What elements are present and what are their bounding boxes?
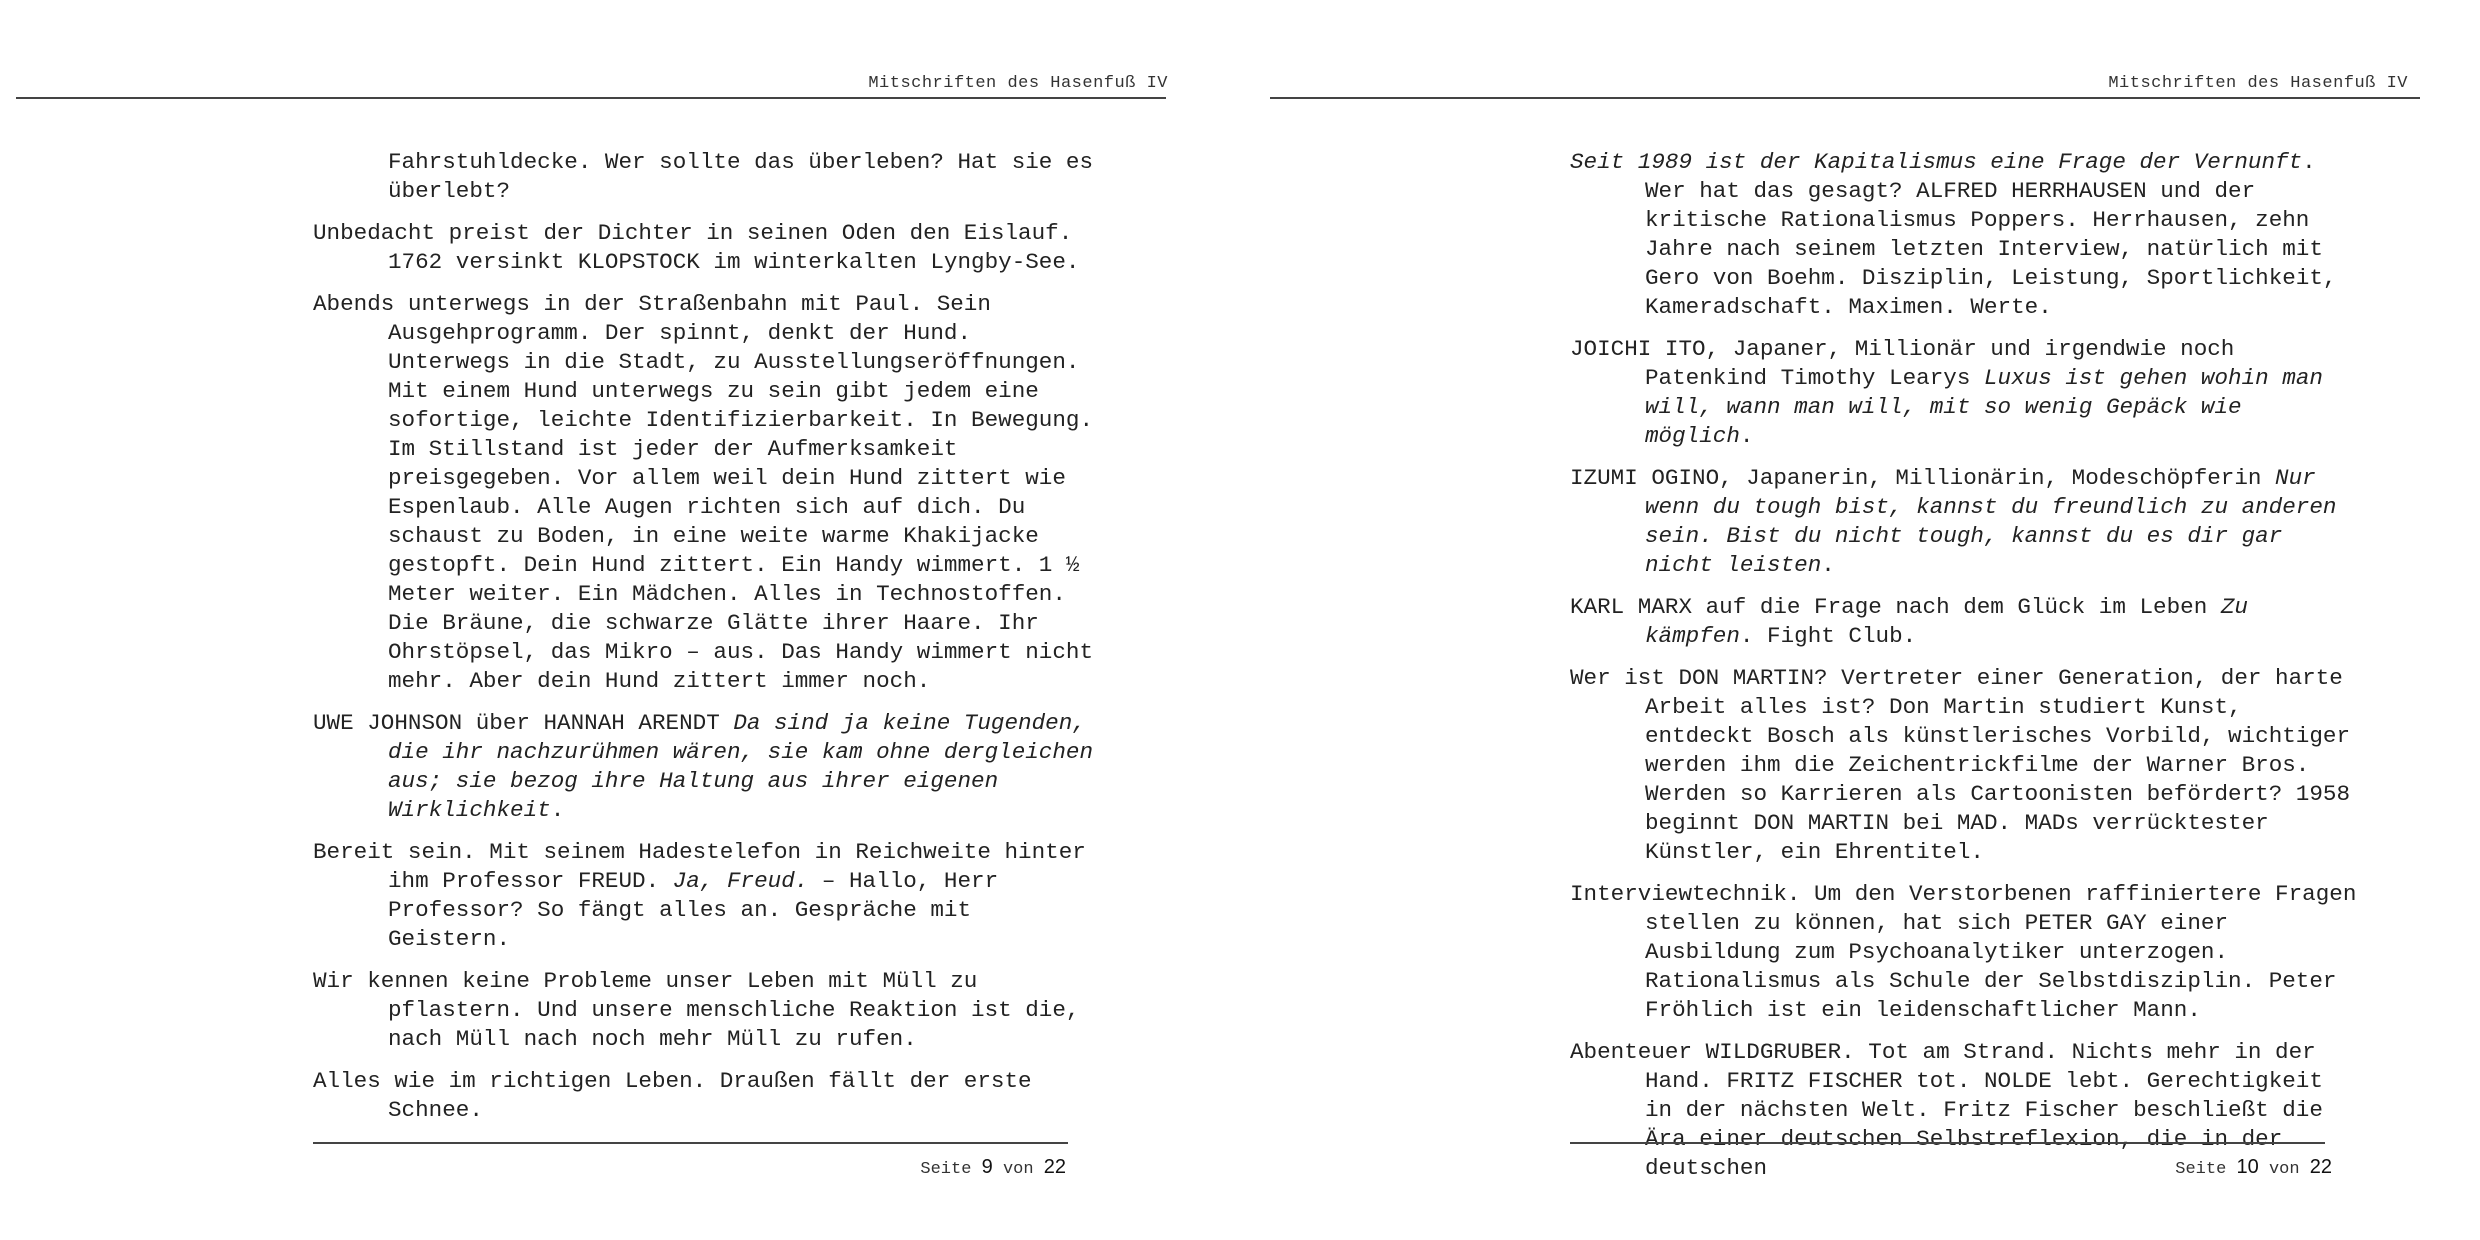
total-pages: 22 [1043,1156,1066,1178]
paragraph [313,148,1103,206]
italic-quote: Da sind ja keine Tugenden, die ihr nachzurühmen wären, sie kam ohne dergleichen aus; sie bezog ihre Haltung aus ihrer eigenen Wirklichkeit [388,710,1094,823]
text-run: Abends unterwegs in der Straßenbahn mit Paul. Sein Ausgehprogramm. Der spinnt, denkt der Hund. Unterwegs in die Stadt, zu Ausstellungseröffnungen. Mit einem Hund unterwegs zu sein gibt jedem eine sofortige, leichte Identifizierbarkeit. In Bewegung. Im Stillstand ist jeder der Aufmerksamkeit preisgegeben. Vor allem weil dein Hund zittert wie Espenlaub. Alle Augen richten sich auf dich. Du schaust zu Boden, in eine weite warme Khakijacke gestopft. Dein Hund zittert. Ein Handy wimmert. 1 ½ Meter weiter. Ein Mädchen. Alles in Technostoffen. Die Bräune, die schwarze Glätte ihrer Haare. Ihr Ohrstöpsel, das Mikro – aus. Das Handy wimmert nicht mehr. Aber dein Hund zittert immer noch. [313,291,1094,694]
page-number: 9 [981,1156,993,1178]
text-run: . [1739,423,1754,449]
footer-rule [313,1142,1068,1144]
paragraph [1570,593,2360,651]
paragraph [313,838,1103,954]
header-rule [1270,97,2420,99]
paragraph [313,967,1103,1054]
page-body [313,148,1103,1138]
text-run: JOICHI ITO, Japaner, Millionär und irgendwie noch Patenkind Timothy Learys [1570,336,2235,391]
text-run: KARL MARX auf die Frage nach dem Glück im Leben [1570,594,2221,620]
running-head: Mitschriften des Hasenfuß IV [2108,74,2408,93]
footer-of-word: von [2268,1160,2300,1179]
page-body [1570,148,2360,1196]
paragraph [1570,148,2360,322]
page-footer [920,1156,1066,1179]
paragraph [313,290,1103,696]
text-run: Fahrstuhldecke. Wer sollte das überleben? Hat sie es überlebt? [388,149,1094,204]
running-head: Mitschriften des Hasenfuß IV [868,74,1168,93]
italic-quote: Ja, Freud. [672,868,809,894]
text-run: Interviewtechnik. Um den Verstorbenen raffiniertere Fragen stellen zu können, hat sich PETER GAY einer Ausbildung zum Psychoanalytiker unterzogen. Rationalismus als Schule der Selbstdisziplin. Peter Fröhlich ist ein leidenschaftlicher Mann. [1570,881,2357,1023]
text-run: . Fight Club. [1739,623,1917,649]
right-page [1240,0,2480,1240]
text-run: . [550,797,565,823]
footer-page-word: Seite [920,1160,972,1179]
text-run: Abenteuer WILDGRUBER. Tot am Strand. Nichts mehr in der Hand. FRITZ FISCHER tot. NOLDE lebt. Gerechtigkeit in der nächsten Welt. Fritz Fischer beschließt die Ära einer deutschen Selbstreflexion, die in der deutschen [1570,1039,2323,1181]
footer-page-word: Seite [2175,1160,2227,1179]
italic-quote: Luxus ist gehen wohin man will, wann man will, mit so wenig Gepäck wie möglich [1645,365,2323,449]
text-run: Wer ist DON MARTIN? Vertreter einer Generation, der harte Arbeit alles ist? Don Martin studiert Kunst, entdeckt Bosch als künstlerisches Vorbild, wichtiger werden ihm die Zeichentrickfilme der Warner Bros. Werden so Karrieren als Cartoonisten befördert? 1958 beginnt DON MARTIN bei MAD. MADs verrücktester Künstler, ein Ehrentitel. [1570,665,2351,865]
footer-of-word: von [1002,1160,1034,1179]
paragraph [1570,664,2360,867]
text-run: . [1821,552,1835,578]
text-run: UWE JOHNSON über HANNAH ARENDT [313,710,734,736]
paragraph [313,1067,1103,1125]
italic-quote: Seit 1989 ist der Kapitalismus eine Frage der Vernunft [1570,149,2303,175]
text-run: Wir kennen keine Probleme unser Leben mit Müll zu pflastern. Und unsere menschliche Reaktion ist die, nach Müll nach noch mehr Müll zu rufen. [313,968,1080,1052]
text-run: – Hallo, Herr Professor? So fängt alles an. Gespräche mit Geistern. [388,868,999,952]
text-run: Bereit sein. Mit seinem Hadestelefon in Reichweite hinter ihm Professor FREUD. [313,839,1086,894]
footer-rule [1570,1142,2325,1144]
header-rule [16,97,1166,99]
total-pages: 22 [2309,1156,2332,1178]
text-run: Alles wie im richtigen Leben. Draußen fällt der erste Schnee. [313,1068,1032,1123]
text-run: . Wer hat das gesagt? ALFRED HERRHAUSEN und der kritische Rationalismus Poppers. Herrhausen, zehn Jahre nach seinem letzten Interview, natürlich mit Gero von Boehm. Disziplin, Leistung, Sportlichkeit, Kameradschaft. Maximen. Werte. [1645,149,2337,320]
text-run: IZUMI OGINO, Japanerin, Millionärin, Modeschöpferin [1570,465,2276,491]
paragraph [1570,335,2360,451]
paragraph [313,709,1103,825]
paragraph [313,219,1103,277]
page-number: 10 [2236,1156,2259,1178]
italic-quote: Zu kämpfen [1645,594,2248,649]
paragraph [1570,464,2360,580]
page-footer [2175,1156,2332,1179]
text-run: Unbedacht preist der Dichter in seinen Oden den Eislauf. 1762 versinkt KLOPSTOCK im winterkalten Lyngby-See. [313,220,1080,275]
paragraph [1570,880,2360,1025]
italic-quote: Nur wenn du tough bist, kannst du freundlich zu anderen sein. Bist du nicht tough, kannst du es dir gar nicht leisten [1645,465,2337,578]
